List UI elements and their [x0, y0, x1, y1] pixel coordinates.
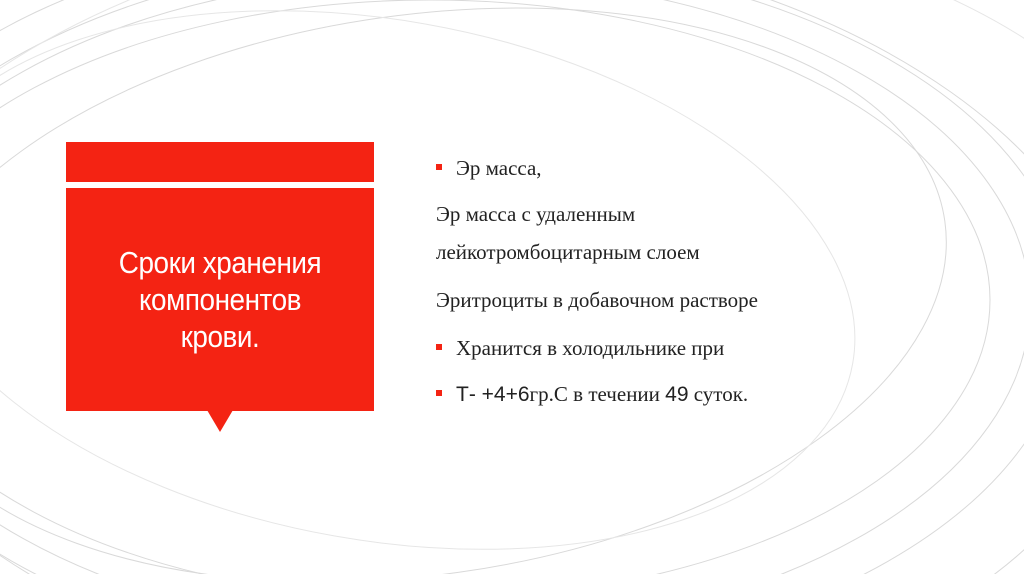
list-item-text: Хранится в холодильнике при [456, 336, 725, 360]
days-text: суток. [688, 382, 749, 406]
list-item [436, 382, 748, 407]
list-item [436, 288, 758, 313]
list-item [436, 202, 635, 227]
list-item [436, 336, 724, 361]
slide-title: Сроки хранения компонентов крови. [118, 245, 322, 354]
list-item-text: Эр масса с удаленным [436, 202, 636, 226]
list-item [436, 240, 700, 265]
list-item-text: Эр масса, [456, 156, 542, 180]
title-pointer [207, 410, 233, 432]
title-box [66, 188, 374, 411]
list-item-text: Эритроциты в добавочном растворе [436, 288, 758, 312]
title-accent-bar [66, 142, 374, 182]
bullet-marker [436, 344, 442, 350]
days-number: 49 [665, 383, 689, 406]
temperature-text: Т- +4+6 [456, 383, 530, 406]
bullet-marker [436, 390, 442, 396]
storage-text: гр.С в течении [529, 382, 666, 406]
list-item-text: лейкотромбоцитарным слоем [436, 240, 700, 264]
bullet-marker [436, 164, 442, 170]
list-item [436, 156, 542, 181]
